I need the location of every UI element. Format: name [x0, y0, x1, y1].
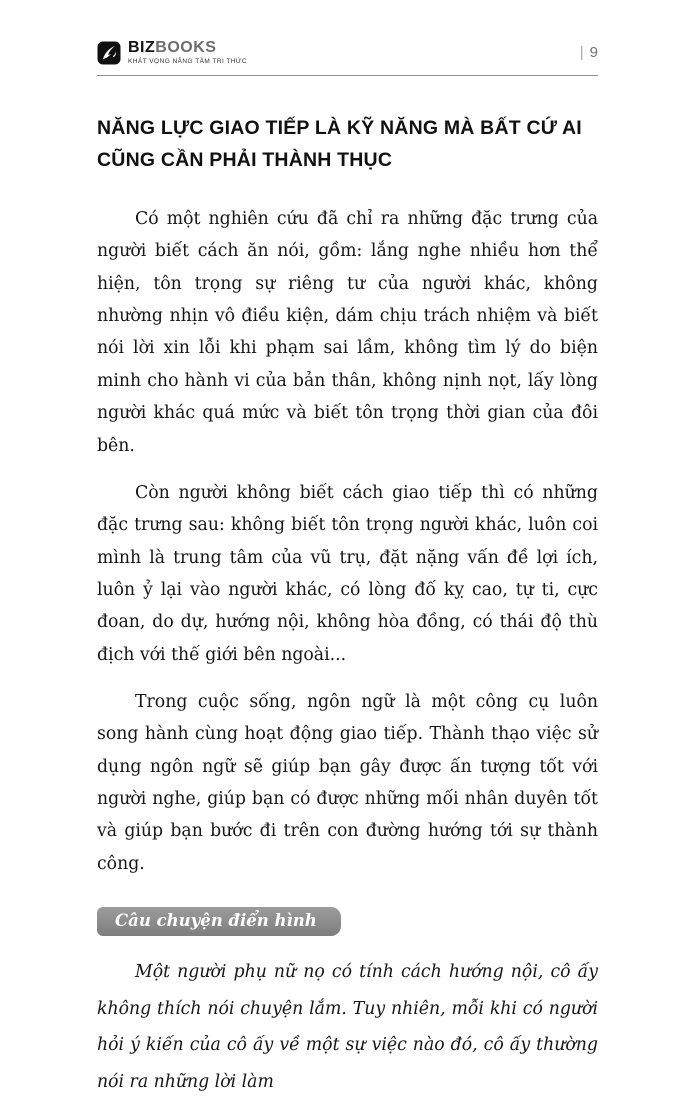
page-number — [580, 44, 598, 61]
story-badge — [97, 907, 341, 936]
story-section — [97, 954, 598, 1101]
story-badge-label: Câu chuyện điển hình — [115, 910, 317, 930]
page-header — [97, 40, 598, 76]
paragraph-2: Còn người không biết cách giao tiếp thì có những đặc trưng sau: không biết tôn trọng người khác, luôn coi mình là trung tâm của vũ trụ, đặt nặng vấn đề lợi ích, luôn ỷ lại vào người khác, có lòng đố kỵ cao, tự ti, cực đoan, do dự, hướng nội, không hòa đồng, có thái độ thù địch với thế giới bên ngoài... — [97, 482, 598, 665]
story-paragraph: Một người phụ nữ nọ có tính cách hướng nội, cô ấy không thích nói chuyện lắm. Tuy nhiên, mỗi khi có người hỏi ý kiến của cô ấy về một sự việc nào đó, cô ấy thường nói ra những lời làm — [97, 961, 598, 1092]
brand-biz: BIZ — [128, 39, 156, 56]
publisher-logo — [97, 40, 247, 66]
logo-text — [128, 40, 247, 66]
article-body — [97, 203, 598, 880]
bizbooks-quill-icon — [97, 41, 121, 65]
chapter-title: NĂNG LỰC GIAO TIẾP LÀ KỸ NĂNG MÀ BẤT CỨ AI CŨNG CẦN PHẢI THÀNH THỤC — [97, 116, 582, 172]
brand-name — [128, 40, 247, 57]
paragraph-3: Trong cuộc sống, ngôn ngữ là một công cụ luôn song hành cùng hoạt động giao tiếp. Thành thạo việc sử dụng ngôn ngữ sẽ giúp bạn gây được ấn tượng tốt với người nghe, giúp bạn có được những mối nhân duyên tốt và giúp bạn bước đi trên con đường hướng tới sự thành công. — [97, 691, 598, 874]
page-number-separator: | — [579, 44, 584, 62]
paragraph-1: Có một nghiên cứu đã chỉ ra những đặc trưng của người biết cách ăn nói, gồm: lắng nghe nhiều hơn thể hiện, tôn trọng sự riêng tư của người khác, không nhường nhịn vô điều kiện, dám chịu trách nhiệm và biết nói lời xin lỗi khi phạm sai lầm, không tìm lý do biện minh cho hành vi của bản thân, không nịnh nọt, lấy lòng người khác quá mức và biết tôn trọng thời gian của đôi bên. — [97, 209, 598, 456]
brand-books: BOOKS — [155, 39, 217, 56]
page-number-value: 9 — [589, 44, 598, 62]
brand-tagline: KHÁT VỌNG NÂNG TẦM TRI THỨC — [128, 57, 248, 65]
